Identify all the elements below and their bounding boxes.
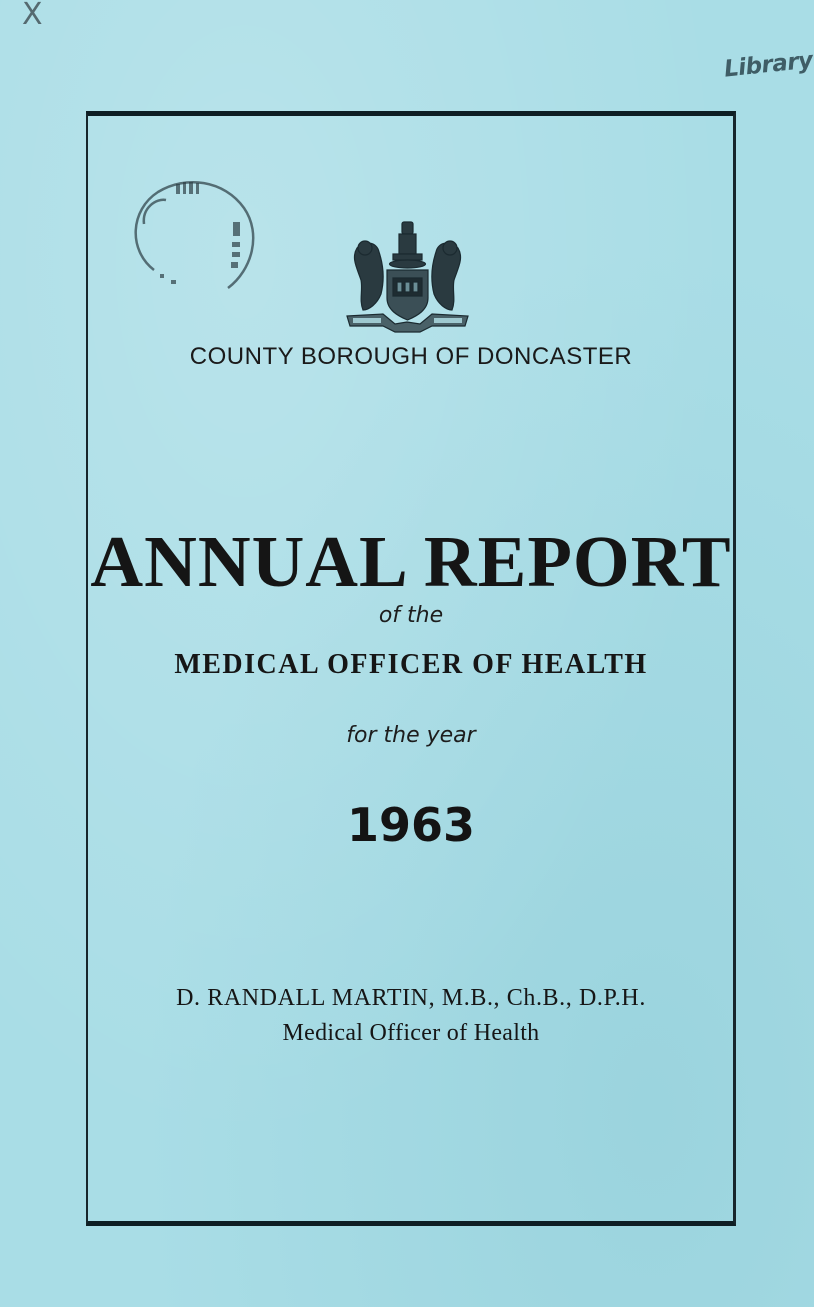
report-title: ANNUAL REPORT (90, 521, 732, 602)
for-the-year-text: for the year (346, 723, 476, 748)
circular-library-stamp-icon (116, 170, 266, 310)
county-heading: COUNTY BOROUGH OF DONCASTER (189, 343, 633, 370)
author-title: Medical Officer of Health (282, 1020, 540, 1046)
coat-of-arms-icon (345, 218, 470, 338)
library-stamp: Library (722, 47, 814, 83)
report-year: 1963 (346, 798, 476, 852)
corner-pencil-mark: X (22, 0, 43, 32)
of-the-text: of the (378, 603, 444, 628)
author-name: D. RANDALL MARTIN, M.B., Ch.B., D.P.H. (176, 985, 646, 1011)
report-subtitle: MEDICAL OFFICER OF HEALTH (174, 649, 648, 680)
